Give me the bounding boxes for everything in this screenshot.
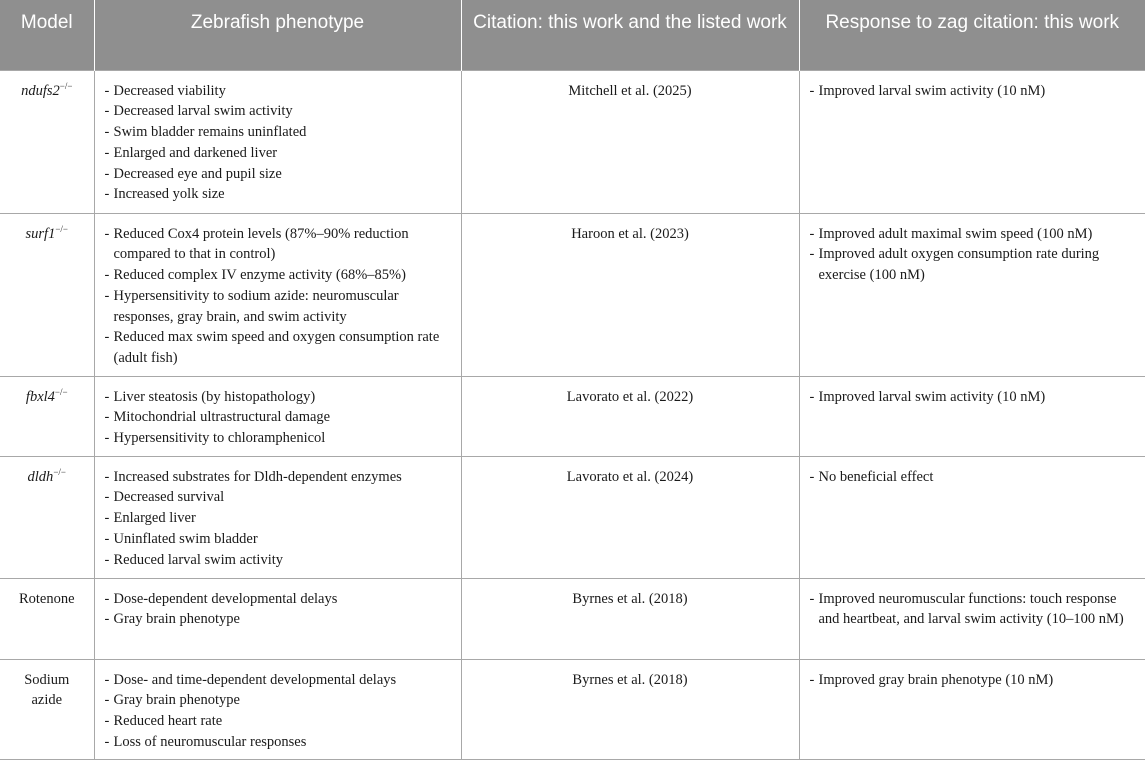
genotype-superscript: −/− — [53, 466, 66, 477]
phenotype-item: - Hypersensitivity to sodium azide: neuromuscular responses, gray brain, and swim activity — [105, 286, 451, 328]
phenotype-item: - Uninflated swim bladder — [105, 529, 451, 550]
response-list — [810, 670, 1136, 691]
response-list — [810, 589, 1136, 631]
model-name: Rotenone — [18, 590, 75, 607]
header-row — [0, 0, 1145, 70]
table-row — [0, 659, 1145, 759]
model-name: surf1 — [25, 225, 56, 242]
phenotype-list — [105, 467, 451, 571]
response-item: - No beneficial effect — [810, 467, 1136, 488]
model-cell — [0, 659, 94, 759]
phenotype-item: - Gray brain phenotype — [105, 609, 451, 630]
model-name: ndufs2 — [21, 82, 60, 99]
genotype-superscript: −/− — [59, 80, 73, 91]
model-name: dldh — [27, 468, 54, 485]
phenotype-item: - Gray brain phenotype — [105, 690, 451, 711]
model-cell — [0, 213, 94, 376]
response-item: - Improved neuromuscular functions: touch response and heartbeat, and larval swim activity (10–100 nM) — [810, 589, 1136, 631]
response-cell — [799, 376, 1145, 456]
phenotype-cell — [94, 376, 461, 456]
phenotype-list — [105, 670, 451, 753]
model-cell — [0, 70, 94, 213]
citation-cell: Mitchell et al. (2025) — [461, 70, 799, 213]
table-row — [0, 456, 1145, 578]
response-item: - Improved larval swim activity (10 nM) — [810, 387, 1136, 408]
phenotype-item: - Decreased eye and pupil size — [105, 164, 451, 185]
phenotype-cell — [94, 70, 461, 213]
phenotype-list — [105, 81, 451, 206]
phenotype-cell — [94, 578, 461, 659]
table-row — [0, 376, 1145, 456]
table-row — [0, 213, 1145, 376]
header-phenotype: Zebrafish phenotype — [94, 0, 461, 70]
phenotype-cell — [94, 213, 461, 376]
header-response: Response to zag citation: this work — [799, 0, 1145, 70]
phenotype-item: - Mitochondrial ultrastructural damage — [105, 407, 451, 428]
citation-cell: Lavorato et al. (2024) — [461, 456, 799, 578]
response-cell — [799, 213, 1145, 376]
phenotype-item: - Reduced max swim speed and oxygen consumption rate (adult fish) — [105, 327, 451, 369]
phenotype-item: - Enlarged and darkened liver — [105, 143, 451, 164]
response-item: - Improved larval swim activity (10 nM) — [810, 81, 1136, 102]
response-list — [810, 224, 1136, 286]
header-citation: Citation: this work and the listed work — [461, 0, 799, 70]
phenotype-item: - Decreased survival — [105, 487, 451, 508]
header-model: Model — [0, 0, 94, 70]
response-cell — [799, 578, 1145, 659]
phenotype-item: - Liver steatosis (by histopathology) — [105, 387, 451, 408]
phenotype-item: - Dose-dependent developmental delays — [105, 589, 451, 610]
response-list — [810, 387, 1136, 408]
phenotype-item: - Swim bladder remains uninflated — [105, 122, 451, 143]
genotype-superscript: −/− — [54, 386, 68, 397]
phenotype-item: - Loss of neuromuscular responses — [105, 732, 451, 753]
phenotype-item: - Hypersensitivity to chloramphenicol — [105, 428, 451, 449]
table-row — [0, 578, 1145, 659]
response-list — [810, 81, 1136, 102]
phenotype-item: - Reduced complex IV enzyme activity (68%–85%) — [105, 265, 451, 286]
phenotype-item: - Increased substrates for Dldh-dependent enzymes — [105, 467, 451, 488]
model-cell — [0, 456, 94, 578]
phenotype-list — [105, 589, 451, 631]
response-item: - Improved gray brain phenotype (10 nM) — [810, 670, 1136, 691]
model-cell — [0, 376, 94, 456]
response-cell — [799, 70, 1145, 213]
response-list — [810, 467, 1136, 488]
response-item: - Improved adult oxygen consumption rate during exercise (100 nM) — [810, 244, 1136, 286]
phenotype-list — [105, 387, 451, 449]
phenotype-cell — [94, 456, 461, 578]
genotype-superscript: −/− — [55, 223, 68, 234]
response-cell — [799, 456, 1145, 578]
table-body — [0, 70, 1145, 759]
citation-cell: Byrnes et al. (2018) — [461, 659, 799, 759]
table-header — [0, 0, 1145, 70]
phenotype-list — [105, 224, 451, 370]
phenotype-item: - Enlarged liver — [105, 508, 451, 529]
phenotype-item: - Reduced heart rate — [105, 711, 451, 732]
citation-cell: Lavorato et al. (2022) — [461, 376, 799, 456]
table-row — [0, 70, 1145, 213]
phenotype-item: - Decreased viability — [105, 81, 451, 102]
response-cell — [799, 659, 1145, 759]
model-name: fbxl4 — [25, 388, 55, 405]
phenotype-cell — [94, 659, 461, 759]
phenotype-item: - Reduced Cox4 protein levels (87%–90% reduction compared to that in control) — [105, 224, 451, 266]
phenotype-item: - Reduced larval swim activity — [105, 550, 451, 571]
phenotype-item: - Dose- and time-dependent developmental delays — [105, 670, 451, 691]
phenotype-item: - Increased yolk size — [105, 184, 451, 205]
phenotype-item: - Decreased larval swim activity — [105, 101, 451, 122]
model-cell — [0, 578, 94, 659]
citation-cell: Byrnes et al. (2018) — [461, 578, 799, 659]
model-name: Sodium azide — [24, 671, 70, 709]
citation-cell: Haroon et al. (2023) — [461, 213, 799, 376]
response-item: - Improved adult maximal swim speed (100 nM) — [810, 224, 1136, 245]
